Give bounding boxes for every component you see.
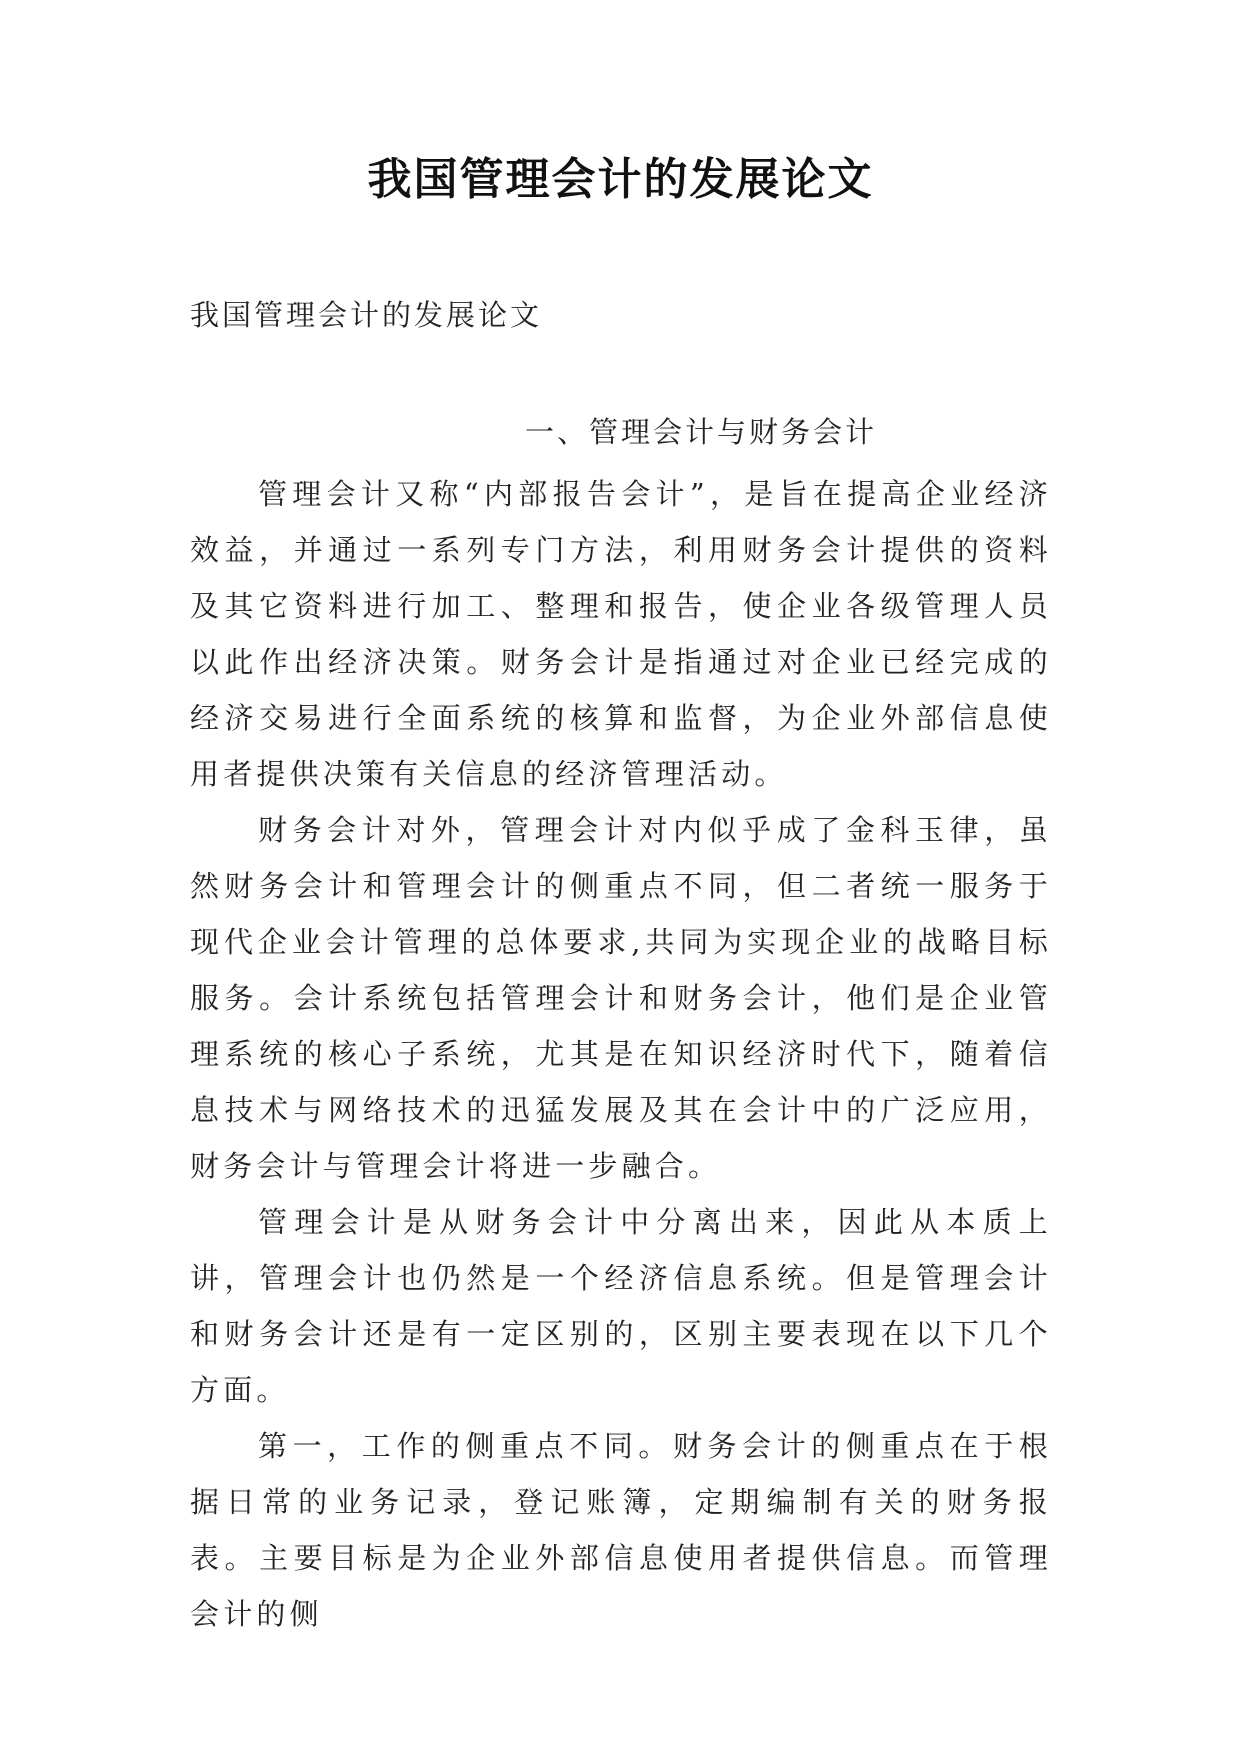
section-heading: 一、管理会计与财务会计 (525, 415, 878, 449)
paragraph: 管理会计又称“内部报告会计”，是旨在提高企业经济效益，并通过一系列专门方法，利用财务会计提供的资料及其它资料进行加工、整理和报告，使企业各级管理人员以此作出经济决策。财务会计是指通过对企业已经完成的经济交易进行全面系统的核算和监督，为企业外部信息使用者提供决策有关信息的经济管理活动。 (190, 477, 1052, 791)
paragraph: 财务会计对外，管理会计对内似乎成了金科玉律，虽然财务会计和管理会计的侧重点不同，但二者统一服务于现代企业会计管理的总体要求,共同为实现企业的战略目标服务。会计系统包括管理会计和财务会计，他们是企业管理系统的核心子系统，尤其是在知识经济时代下，随着信息技术与网络技术的迅猛发展及其在会计中的广泛应用，财务会计与管理会计将进一步融合。 (190, 813, 1052, 1183)
body-text (190, 466, 1052, 1642)
paragraph: 第一，工作的侧重点不同。财务会计的侧重点在于根据日常的业务记录，登记账簿，定期编制有关的财务报表。主要目标是为企业外部信息使用者提供信息。而管理会计的侧 (190, 1429, 1052, 1631)
document-title: 我国管理会计的发展论文 (367, 154, 874, 205)
paragraph: 管理会计是从财务会计中分离出来，因此从本质上讲，管理会计也仍然是一个经济信息系统。但是管理会计和财务会计还是有一定区别的，区别主要表现在以下几个方面。 (190, 1205, 1052, 1407)
document-subtitle: 我国管理会计的发展论文 (190, 298, 543, 332)
